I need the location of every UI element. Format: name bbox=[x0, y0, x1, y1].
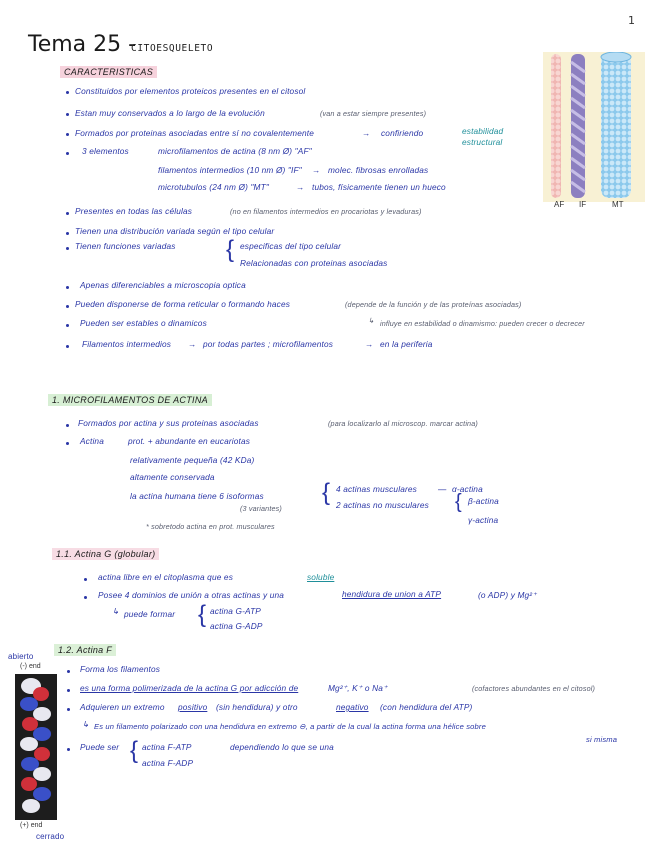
bullet-text: Apenas diferenciables a microscopia optica bbox=[80, 280, 246, 290]
af-line: Puede ser bbox=[80, 742, 120, 752]
section-heading-actina-g: 1.1. Actina G (globular) bbox=[52, 548, 159, 560]
highlight-text: estabilidad estructural bbox=[462, 126, 504, 147]
page-subtitle: CITOESQUELETO bbox=[131, 43, 214, 54]
brace: { bbox=[130, 737, 139, 764]
label-cerrado: cerrado bbox=[36, 832, 65, 841]
mf-note: (3 variantes) bbox=[240, 504, 282, 513]
arrow-text: → bbox=[365, 339, 374, 349]
arrow-text: — bbox=[438, 484, 447, 494]
ag-option: actina G-ADP bbox=[210, 621, 263, 631]
isoform-nonmuscle: 2 actinas no musculares bbox=[336, 500, 429, 510]
af-arrow: ↳ bbox=[82, 719, 90, 729]
cytoskeleton-figure bbox=[543, 52, 645, 212]
bullet-text: por todas partes ; microfilamentos bbox=[203, 339, 334, 349]
af-line: Adquieren un extremo bbox=[80, 702, 165, 712]
bullet-text: Formados por proteinas asociadas entre sí no covalentemente bbox=[75, 128, 314, 138]
mf-line: Actina bbox=[80, 436, 104, 446]
af-negative: negativo bbox=[336, 702, 369, 712]
ag-line: actina libre en el citoplasma que es bbox=[98, 572, 233, 582]
mf-line: relativamente pequeña (42 KDa) bbox=[130, 455, 255, 465]
isoform-gamma: γ-actina bbox=[468, 515, 499, 525]
label-plus-end: (+) end bbox=[20, 822, 43, 829]
brace: { bbox=[198, 601, 207, 628]
bullet-text: Pueden ser estables o dinamicos bbox=[80, 318, 207, 328]
af-positive: positivo bbox=[178, 702, 208, 712]
bullet-text: Tienen una distribución variada según el tipo celular bbox=[75, 226, 275, 236]
brace-item: Relacionadas con proteinas asociadas bbox=[240, 258, 388, 268]
brace: { bbox=[455, 491, 462, 513]
element-if: filamentos intermedios (10 nm Ø) "IF" bbox=[158, 165, 302, 175]
af-line: (sin hendidura) y otro bbox=[216, 702, 298, 712]
brace: { bbox=[322, 479, 331, 506]
brace: { bbox=[226, 236, 235, 263]
bullet-text: en la periferia bbox=[380, 339, 433, 349]
section-heading-actina-f: 1.2. Actina F bbox=[54, 644, 116, 656]
element-mt-desc: tubos, físicamente tienen un hueco bbox=[312, 182, 446, 192]
label-abierto: abierto bbox=[8, 652, 34, 661]
bullet-note: (depende de la función y de las proteínas asociadas) bbox=[345, 300, 522, 309]
ag-hendidura: hendidura de union a ATP bbox=[342, 589, 442, 599]
isoform-muscle: 4 actinas musculares bbox=[336, 484, 417, 494]
mt-filament bbox=[601, 52, 631, 198]
af-option: actina F-ADP bbox=[142, 758, 194, 768]
actin-filament-figure bbox=[15, 674, 57, 820]
label-af: AF bbox=[554, 200, 565, 209]
bullet-note-arrow: ↳ bbox=[368, 316, 375, 325]
bullet-text: Constituidos por elementos proteicos presentes en el citosol bbox=[75, 86, 306, 96]
bullet-text: 3 elementos bbox=[82, 146, 129, 156]
mf-line: prot. + abundante en eucariotas bbox=[128, 436, 251, 446]
af-line: dependiendo lo que se una bbox=[230, 742, 334, 752]
af-line: Forma los filamentos bbox=[80, 664, 161, 674]
bullet-text: Pueden disponerse de forma reticular o formando haces bbox=[75, 299, 291, 309]
mf-footnote: * sobretodo actina en prot. musculares bbox=[146, 522, 275, 531]
label-if: IF bbox=[579, 200, 587, 209]
af-filament bbox=[551, 54, 561, 198]
mf-line: la actina humana tiene 6 isoformas bbox=[130, 491, 264, 501]
af-line: (con hendidura del ATP) bbox=[380, 702, 473, 712]
af-option: actina F-ATP bbox=[142, 742, 192, 752]
bullet-text: Estan muy conservados a lo largo de la evolución bbox=[75, 108, 265, 118]
af-line: es una forma polimerizada de la actina G por adicción de bbox=[80, 683, 299, 693]
ag-line: puede formar bbox=[124, 609, 176, 619]
page-title: Tema 25 - bbox=[28, 32, 137, 57]
arrow-text: → bbox=[188, 339, 197, 349]
bullet-note: influye en estabilidad o dinamismo: pueden crecer o decrecer bbox=[380, 319, 585, 328]
element-mt: microtubulos (24 nm Ø) "MT" bbox=[158, 182, 269, 192]
mf-note: (para localizarlo al microscop. marcar actina) bbox=[328, 419, 478, 428]
ag-line: Posee 4 dominios de unión a otras actinas y una bbox=[98, 590, 285, 600]
bullet-text: Filamentos intermedios bbox=[82, 339, 172, 349]
brace-item: especificas del tipo celular bbox=[240, 241, 342, 251]
ag-soluble: soluble bbox=[307, 572, 335, 582]
bullet-note: (van a estar siempre presentes) bbox=[320, 109, 427, 118]
af-line: Mg²⁺, K⁺ o Na⁺ bbox=[328, 683, 388, 693]
arrow-text: → bbox=[362, 128, 371, 138]
arrow-text: → bbox=[296, 182, 305, 192]
af-line: si misma bbox=[586, 735, 618, 744]
element-af: microfilamentos de actina (8 nm Ø) "AF" bbox=[158, 146, 312, 156]
af-line: Es un filamento polarizado con una hendidura en extremo ⊖, a partir de la cual la actina forma una hélice sobre bbox=[94, 722, 486, 731]
mf-line: altamente conservada bbox=[130, 472, 215, 482]
ag-option: actina G-ATP bbox=[210, 606, 261, 616]
element-if-desc: molec. fibrosas enrolladas bbox=[328, 165, 429, 175]
af-note: (cofactores abundantes en el citosol) bbox=[472, 684, 596, 693]
label-minus-end: (-) end bbox=[20, 663, 41, 670]
label-mt: MT bbox=[612, 200, 624, 209]
page-number: 1 bbox=[628, 14, 635, 27]
bullet-note: (no en filamentos intermedios en procariotas y levaduras) bbox=[230, 207, 422, 216]
section-heading-microfilamentos: 1. MICROFILAMENTOS DE ACTINA bbox=[48, 394, 212, 406]
section-heading-caracteristicas: CARACTERISTICAS bbox=[60, 66, 157, 78]
ag-arrow: ↳ bbox=[112, 606, 120, 616]
ag-line: (o ADP) y Mg²⁺ bbox=[478, 590, 537, 600]
mf-line: Formados por actina y sus proteinas asociadas bbox=[78, 418, 259, 428]
if-filament bbox=[571, 54, 585, 198]
bullet-text: Tienen funciones variadas bbox=[75, 241, 176, 251]
isoform-beta: β-actina bbox=[468, 496, 499, 506]
bullet-text: confiriendo bbox=[381, 128, 424, 138]
bullet-text: Presentes en todas las células bbox=[75, 206, 193, 216]
isoform-alpha: α-actina bbox=[452, 484, 483, 494]
arrow-text: → bbox=[312, 165, 321, 175]
